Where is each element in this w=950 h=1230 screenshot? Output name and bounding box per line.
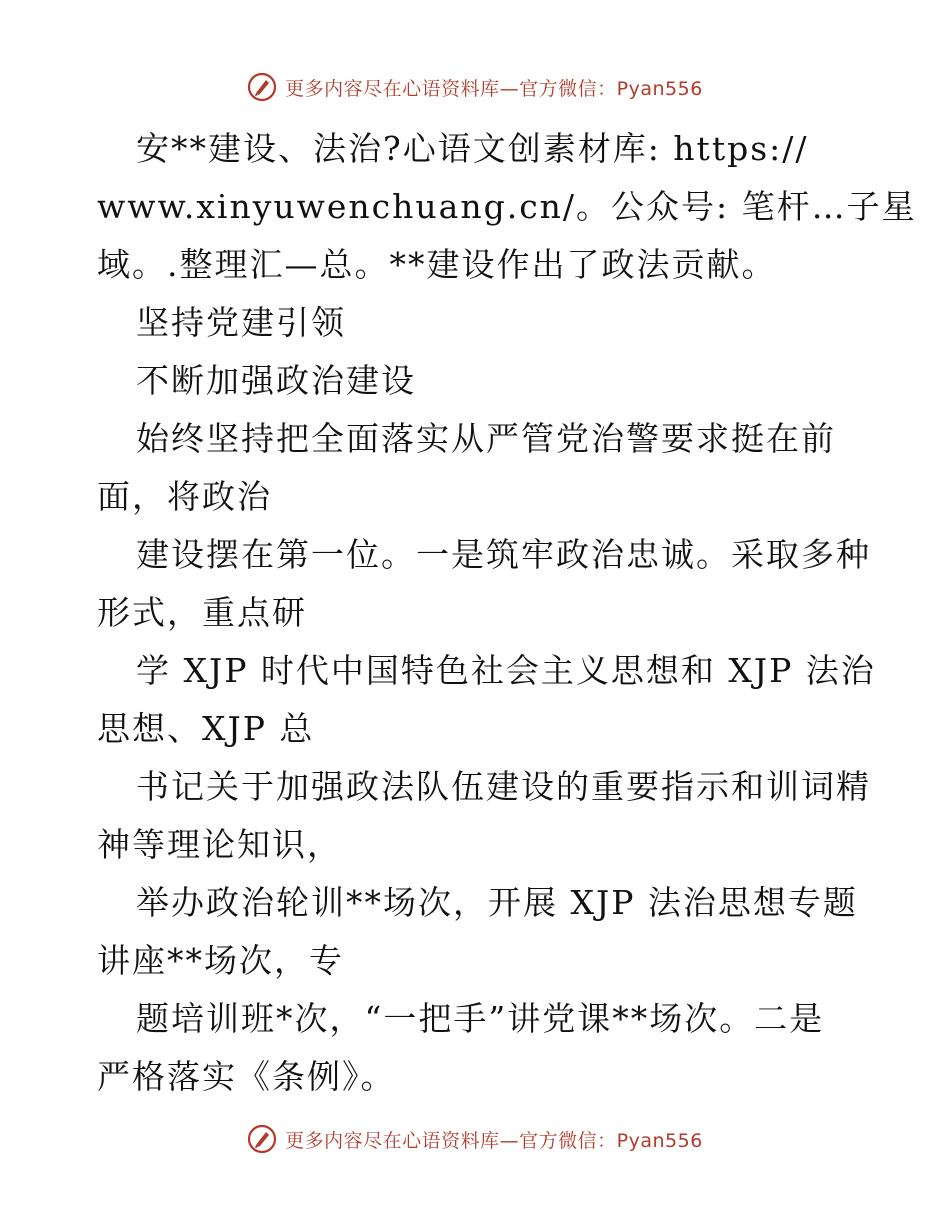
text-line: 面，将政治 — [97, 477, 272, 516]
text-line: 严格落实《条例》。 — [97, 1057, 396, 1096]
section-heading: 不断加强政治建设 — [136, 361, 416, 400]
watermark-text: 更多内容尽在心语资料库—官方微信：Pyan556 — [285, 77, 703, 100]
text-line: 形式，重点研 — [97, 593, 307, 632]
text-line: 举办政治轮训**场次，开展 XJP 法治思想专题 — [136, 883, 858, 922]
text-line: 始终坚持把全面落实从严管党治警要求挺在前 — [136, 419, 836, 458]
pen-logo-icon — [247, 1124, 277, 1154]
text-line: 书记关于加强政法队伍建设的重要指示和训词精 — [136, 767, 871, 806]
text-line: 讲座**场次，专 — [97, 941, 344, 980]
text-line: 题培训班*次，“一把手”讲党课**场次。二是 — [136, 999, 825, 1038]
section-heading: 坚持党建引领 — [136, 303, 346, 342]
text-line: 安**建设、法治?心语文创素材库: https:// — [136, 129, 809, 168]
text-line: 神等理论知识， — [97, 825, 342, 864]
text-line: 学 XJP 时代中国特色社会主义思想和 XJP 法治 — [136, 651, 876, 690]
header-watermark — [0, 72, 950, 102]
pen-logo-icon — [247, 72, 277, 102]
document-body — [97, 120, 917, 1106]
footer-watermark — [0, 1124, 950, 1154]
text-line: 建设摆在第一位。一是筑牢政治忠诚。采取多种 — [136, 535, 871, 574]
text-line: 思想、XJP 总 — [97, 709, 315, 748]
text-line: www.xinyuwenchuang.cn/。公众号: 笔杆…子星 — [97, 187, 917, 226]
watermark-text: 更多内容尽在心语资料库—官方微信：Pyan556 — [285, 1129, 703, 1152]
text-line: 域。.整理汇—总。**建设作出了政法贡献。 — [97, 245, 777, 284]
